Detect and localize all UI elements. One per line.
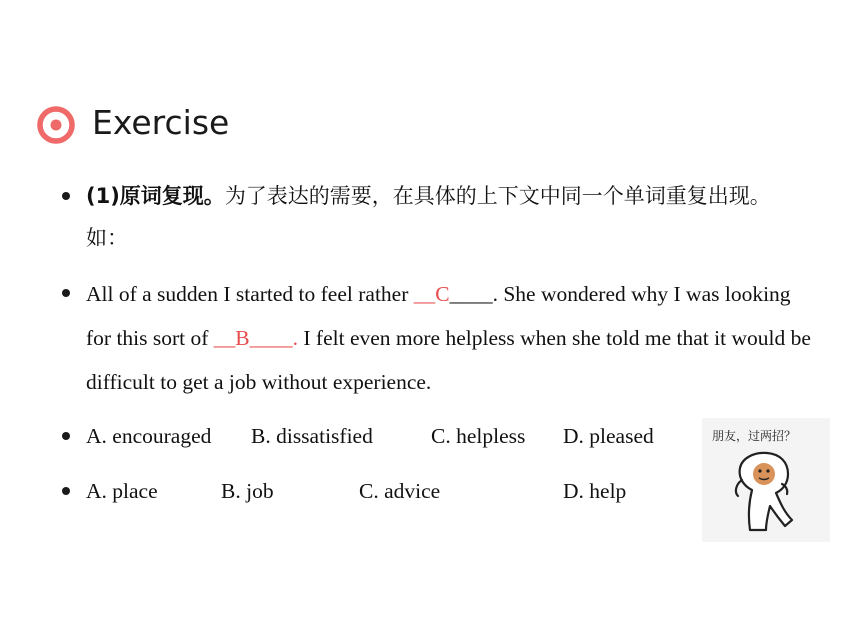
blank-1-answer: C [435,282,450,306]
meme-caption: 朋友，过两招？ [712,429,797,443]
option-b: B. job [221,479,274,503]
passage-text: I felt even more helpless when she told me that it would be difficult to get a job without experience. [86,326,811,394]
option-c: C. advice [359,479,441,503]
blank-1-trailing: ____ [449,282,493,306]
target-icon [37,106,75,144]
option-b: B. dissatisfied [251,424,373,448]
option-a: A. encouraged [86,424,212,448]
passage-text: . She wondered why I was looking for this sort of [86,282,791,350]
blank-2: __B____. [213,326,299,350]
passage-text: All of a sudden I started to feel rather [86,282,414,306]
blank-2-answer: B [235,326,250,350]
bullet-dot [62,289,70,297]
blank-1: __C [413,282,450,306]
option-d: D. help [563,479,627,503]
meme-image [702,418,830,542]
bullet-dot [62,487,70,495]
point-description: 为了表达的需要，在具体的上下文中同一个单词重复出现。如： [86,184,771,250]
page-title: Exercise [92,103,230,142]
bullet-dot [62,192,70,200]
option-d: D. pleased [563,424,654,448]
example-passage [86,272,816,404]
point-original-word-repetition [86,175,796,259]
option-a: A. place [86,479,158,503]
bullet-dot [62,432,70,440]
option-c: C. helpless [431,424,526,448]
point-heading: (1)原词复现。 [86,184,225,208]
cartoon-figure-icon [722,450,812,538]
